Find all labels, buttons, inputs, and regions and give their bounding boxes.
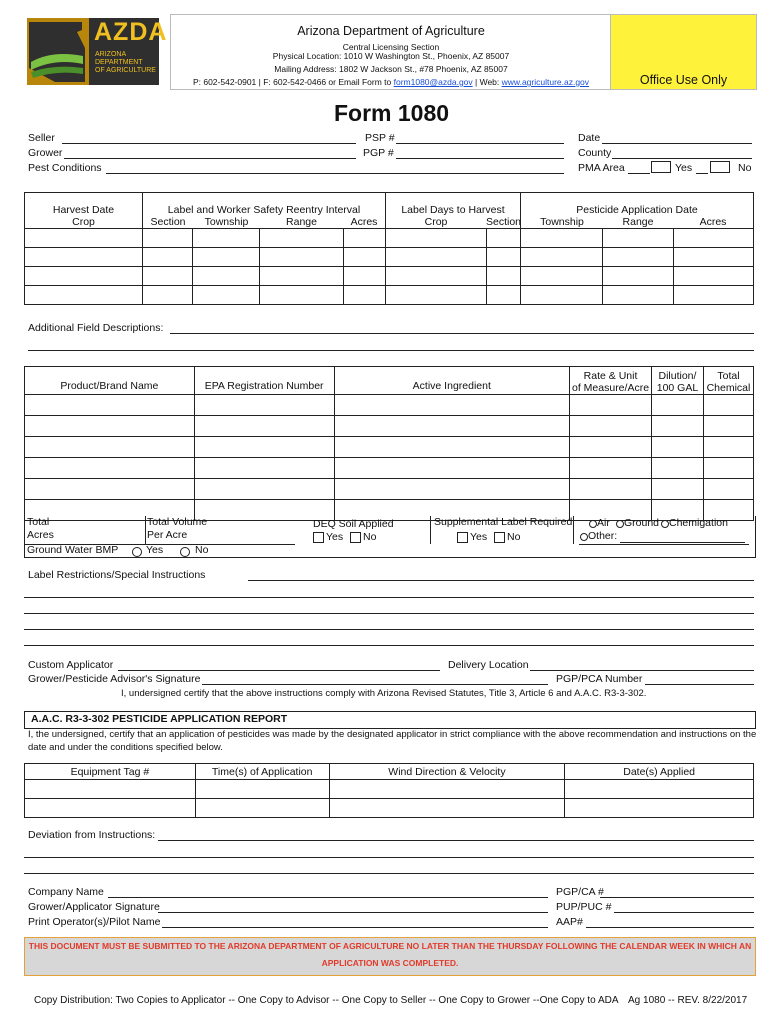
total-volume-2: Per Acre	[147, 529, 188, 541]
web-link[interactable]: www.agriculture.az.gov	[501, 77, 590, 87]
logo-text: AZDA	[94, 18, 168, 46]
h-dilution-2: 100 GAL	[656, 382, 699, 394]
harvest-table	[24, 192, 754, 305]
deq-label: DEQ Soil Applied	[313, 518, 394, 530]
other-radio[interactable]	[580, 533, 588, 541]
supplemental-label: Supplemental Label Required	[434, 516, 573, 528]
pgp-input[interactable]	[396, 158, 564, 159]
report-title: A.A.C. R3-3-302 PESTICIDE APPLICATION REPORT	[31, 713, 288, 725]
company-name-label: Company Name	[28, 886, 104, 898]
h-pesticide-date: Pesticide Application Date	[576, 204, 698, 216]
additional-label: Additional Field Descriptions:	[28, 322, 164, 334]
h-label-days-cell	[386, 193, 521, 229]
pma-label: PMA Area	[578, 162, 625, 174]
print-operator-input[interactable]	[162, 927, 548, 928]
h-crop-1: Crop	[72, 216, 95, 228]
h-total-2: Chemical	[706, 382, 751, 394]
label-restrictions-label: Label Restrictions/Special Instructions	[28, 569, 206, 581]
certify-text: I, undersigned certify that the above instructions comply with Arizona Revised Statutes, Title 3, Article 6 and A.A.C. R3-3-302.	[121, 688, 647, 699]
table-row[interactable]	[25, 780, 754, 799]
grower-input[interactable]	[64, 158, 356, 159]
table-row[interactable]	[25, 437, 754, 458]
delivery-input[interactable]	[530, 670, 754, 671]
pma-yes-checkbox[interactable]	[651, 161, 671, 173]
deviation-label: Deviation from Instructions:	[28, 829, 156, 841]
warning-banner	[24, 937, 756, 976]
h-equipment: Equipment Tag #	[25, 764, 196, 780]
h-crop-2: Crop	[424, 216, 448, 228]
grower-sig-label: Grower/Pesticide Advisor's Signature	[28, 673, 201, 685]
h-section-2: Section	[486, 216, 522, 228]
section-name: Central Licensing Section	[342, 42, 440, 52]
deviation-input-1[interactable]	[158, 840, 754, 841]
table-row[interactable]	[25, 479, 754, 500]
restrictions-input-5[interactable]	[24, 645, 754, 646]
h-harvest-cell	[25, 193, 143, 229]
equipment-table	[24, 763, 754, 818]
h-product: Product/Brand Name	[25, 367, 195, 395]
additional-input-2[interactable]	[28, 350, 754, 351]
logo-sub-1: ARIZONA	[95, 51, 127, 58]
pest-label: Pest Conditions	[28, 162, 102, 174]
h-section-1: Section	[150, 216, 186, 228]
print-operator-label: Print Operator(s)/Pilot Name	[28, 916, 161, 928]
h-active: Active Ingredient	[334, 367, 570, 395]
h-acres-1: Acres	[350, 216, 378, 228]
logo-sub-3: OF AGRICULTURE	[95, 67, 156, 74]
restrictions-input-3[interactable]	[24, 613, 754, 614]
psp-label: PSP #	[365, 132, 395, 144]
ground-water-label: Ground Water BMP	[27, 544, 119, 556]
office-use-box	[610, 14, 757, 90]
pgp-ca-input[interactable]	[600, 897, 754, 898]
deq-yes-label: Yes	[326, 531, 344, 543]
restrictions-input-4[interactable]	[24, 629, 754, 630]
pup-label: PUP/PUC #	[556, 901, 612, 913]
company-name-input[interactable]	[108, 897, 548, 898]
restrictions-input-1[interactable]	[248, 580, 754, 581]
chemigation-label: Chemigation	[669, 517, 728, 529]
pma-no-checkbox[interactable]	[710, 161, 730, 173]
deq-yes-checkbox[interactable]	[313, 532, 324, 543]
delivery-label: Delivery Location	[448, 659, 529, 671]
county-input[interactable]	[612, 158, 752, 159]
chemigation-radio[interactable]	[661, 520, 669, 528]
h-harvest-date: Harvest Date	[52, 204, 115, 216]
gw-no-radio[interactable]	[180, 547, 190, 557]
warning-line-1: THIS DOCUMENT MUST BE SUBMITTED TO THE ARIZONA DEPARTMENT OF AGRICULTURE NO LATER THAN THE THURSDAY FOLLOWING THE CALENDAR WEEK IN WHICH AN	[28, 941, 752, 951]
psp-input[interactable]	[396, 143, 564, 144]
deq-no-label: No	[363, 531, 377, 543]
contact-phone: P: 602-542-0901 | F: 602-542-0466 or Email Form to	[192, 77, 394, 87]
grower-sig-input[interactable]	[202, 684, 548, 685]
report-text-2: date and under the conditions specified below.	[28, 742, 223, 753]
h-label-worker: Label and Worker Safety Reentry Interval	[167, 204, 361, 216]
additional-input-1[interactable]	[170, 333, 754, 334]
supp-yes-label: Yes	[470, 531, 488, 543]
product-summary	[24, 516, 756, 558]
custom-applicator-input[interactable]	[118, 670, 440, 671]
h-times: Time(s) of Application	[195, 764, 329, 780]
mailing-address: Mailing Address: 1802 W Jackson St., #78 Phoenix, AZ 85007	[274, 64, 508, 74]
pgp-pca-input[interactable]	[645, 684, 754, 685]
h-rate-1: Rate & Unit	[583, 370, 638, 382]
custom-applicator-label: Custom Applicator	[28, 659, 114, 671]
header-box	[170, 14, 611, 90]
azda-logo	[27, 18, 168, 85]
pgp-label: PGP #	[363, 147, 394, 159]
grower-label: Grower	[28, 147, 63, 159]
supp-no-checkbox[interactable]	[494, 532, 505, 543]
pma-yes-line	[696, 173, 708, 174]
h-dilution-cell	[652, 367, 704, 395]
aap-label: AAP#	[556, 916, 583, 928]
h-acres-2: Acres	[699, 216, 727, 228]
h-label-days: Label Days to Harvest	[401, 204, 505, 216]
deviation-input-2[interactable]	[24, 857, 754, 858]
supp-no-label: No	[507, 531, 521, 543]
ground-radio[interactable]	[616, 520, 624, 528]
gw-no-label: No	[195, 544, 209, 556]
other-input[interactable]	[620, 542, 745, 543]
table-row[interactable]	[25, 416, 754, 437]
form-title: Form 1080	[334, 100, 450, 126]
h-wind: Wind Direction & Velocity	[329, 764, 565, 780]
product-table	[24, 366, 754, 521]
pest-input[interactable]	[106, 173, 564, 174]
air-label: Air	[597, 517, 610, 529]
h-total-1: Total	[717, 370, 740, 382]
total-acres-1: Total	[27, 516, 50, 528]
table-row[interactable]	[25, 229, 754, 248]
deviation-input-3[interactable]	[24, 873, 754, 874]
copy-distribution: Copy Distribution: Two Copies to Applicator -- One Copy to Advisor -- One Copy to Seller -- One Copy to Grower --One Copy to ADA	[34, 995, 619, 1006]
table-row[interactable]	[25, 799, 754, 818]
pma-no-label: No	[738, 162, 752, 174]
restrictions-input-2[interactable]	[24, 597, 754, 598]
h-township-2: Township	[540, 216, 584, 228]
table-row[interactable]	[25, 458, 754, 479]
pup-input[interactable]	[614, 912, 754, 913]
h-range-2: Range	[622, 216, 654, 228]
h-dilution-1: Dilution/	[658, 370, 697, 382]
gw-yes-label: Yes	[146, 544, 164, 556]
pgp-pca-label: PGP/PCA Number	[556, 673, 643, 685]
warning-line-2: APPLICATION WAS COMPLETED.	[321, 958, 459, 968]
total-volume-1: Total Volume	[147, 516, 208, 528]
email-link[interactable]: form1080@azda.gov	[393, 77, 473, 87]
pma-input[interactable]	[628, 173, 650, 174]
agency-name: Arizona Department of Agriculture	[297, 24, 485, 38]
total-acres-2: Acres	[27, 529, 54, 541]
h-rate-cell	[570, 367, 652, 395]
seller-label: Seller	[28, 132, 55, 144]
gw-yes-radio[interactable]	[132, 547, 142, 557]
h-label-worker-cell	[143, 193, 386, 229]
grower-app-sig-input[interactable]	[158, 912, 548, 913]
h-dates: Date(s) Applied	[565, 764, 754, 780]
table-row[interactable]	[25, 248, 754, 267]
table-row[interactable]	[25, 286, 754, 305]
air-radio[interactable]	[589, 520, 597, 528]
seller-input[interactable]	[62, 143, 356, 144]
ground-label: Ground	[624, 517, 660, 529]
grower-app-sig-label: Grower/Applicator Signature	[28, 901, 160, 913]
date-input[interactable]	[602, 143, 752, 144]
h-rate-2: of Measure/Acre	[572, 382, 650, 394]
contact-line	[171, 77, 611, 87]
table-row[interactable]	[25, 267, 754, 286]
revision: Ag 1080 -- REV. 8/22/2017	[628, 995, 748, 1006]
h-epa: EPA Registration Number	[194, 367, 334, 395]
county-label: County	[578, 147, 612, 159]
report-title-box	[24, 711, 756, 729]
aap-input[interactable]	[586, 927, 754, 928]
physical-address: Physical Location: 1010 W Washington St., Phoenix, AZ 85007	[272, 51, 510, 61]
logo-sub-2: DEPARTMENT	[95, 59, 143, 66]
h-pesticide-cell	[521, 193, 754, 229]
deq-no-checkbox[interactable]	[350, 532, 361, 543]
date-label: Date	[578, 132, 601, 144]
h-total-cell	[703, 367, 753, 395]
pgp-ca-label: PGP/CA #	[556, 886, 604, 898]
h-township-1: Township	[204, 216, 249, 228]
pma-yes-label: Yes	[675, 162, 693, 174]
report-text-1: I, the undersigned, certify that an application of pesticides was made by the designated applicator in strict compliance with the above recommendation and instructions on the	[28, 729, 757, 740]
contact-mid: | Web:	[472, 77, 502, 87]
office-use-label: Office Use Only	[639, 73, 728, 87]
other-label: Other:	[588, 530, 618, 542]
h-range-1: Range	[286, 216, 317, 228]
table-row[interactable]	[25, 395, 754, 416]
supp-yes-checkbox[interactable]	[457, 532, 468, 543]
